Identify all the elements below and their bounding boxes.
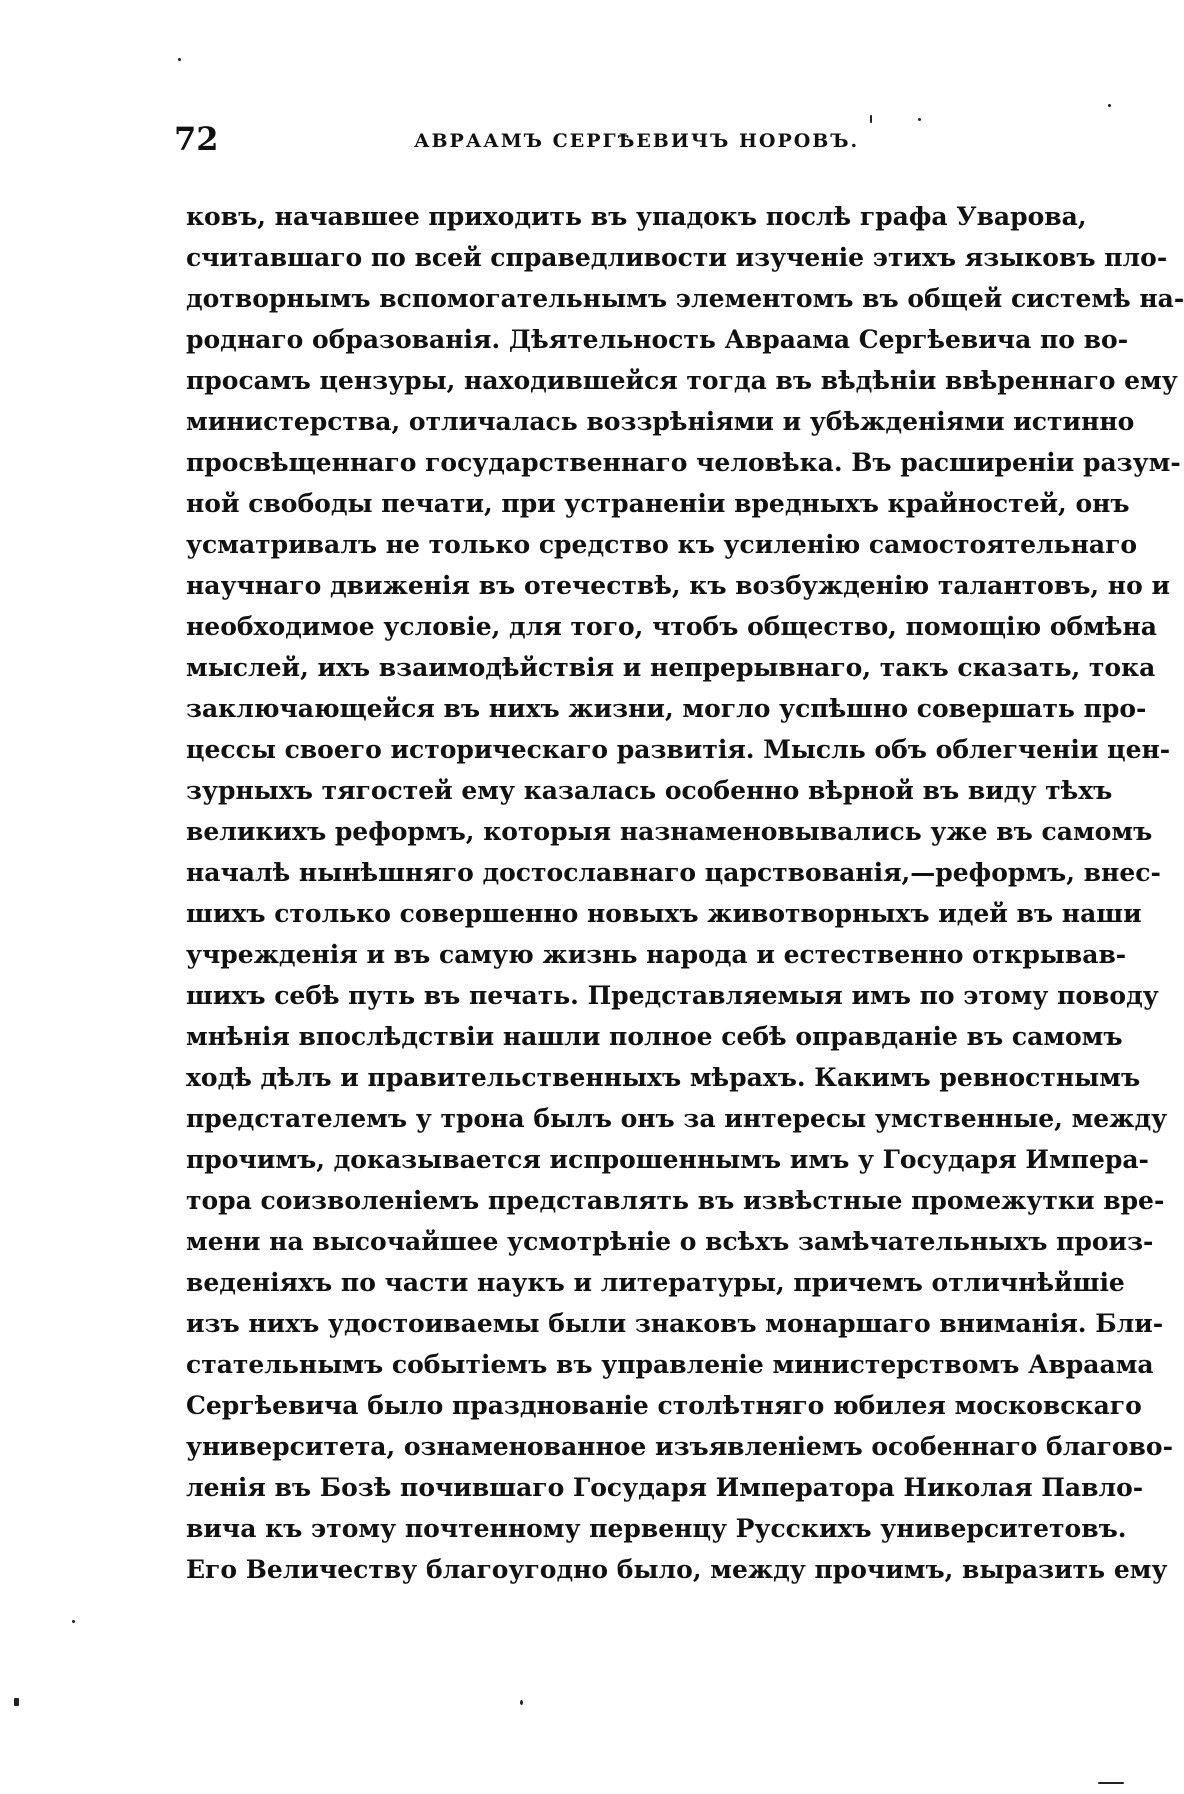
text-line: прочимъ, доказывается испрошеннымъ имъ у Государя Импера-	[186, 1145, 1149, 1174]
text-line: тора соизволеніемъ представлять въ извѣстные промежутки вре-	[186, 1186, 1165, 1215]
scan-speck	[1108, 104, 1111, 107]
text-line: веденіяхъ по части наукъ и литературы, причемъ отличнѣйшіе	[186, 1268, 1125, 1297]
text-line: необходимое условіе, для того, чтобъ общество, помощію обмѣна	[186, 612, 1157, 641]
page-header	[174, 120, 1038, 160]
scan-speck	[14, 1698, 19, 1706]
text-line: научнаго движенія въ отечествѣ, къ возбужденію талантовъ, но и	[186, 571, 1170, 600]
scan-speck	[1098, 1782, 1124, 1784]
text-line: университета, ознаменованное изъявленіемъ особеннаго благово-	[186, 1432, 1173, 1461]
scan-speck	[918, 118, 921, 121]
text-line: ленія въ Бозѣ почившаго Государя Императора Николая Павло-	[186, 1473, 1144, 1502]
running-title: АВРААМЪ СЕРГѢЕВИЧЪ НОРОВЪ.	[414, 130, 860, 152]
text-line: Сергѣевича было празднованіе столѣтняго юбилея московскаго	[186, 1391, 1142, 1420]
text-line: просамъ цензуры, находившейся тогда въ вѣдѣніи ввѣреннаго ему	[186, 366, 1178, 395]
text-line: шихъ столько совершенно новыхъ животворныхъ идей въ наши	[186, 899, 1142, 928]
page-number: 72	[174, 120, 219, 158]
text-line: мени на высочайшее усмотрѣніе о всѣхъ замѣчательныхъ произ-	[186, 1227, 1154, 1256]
scan-speck	[178, 58, 181, 61]
text-line: великихъ реформъ, которыя назнаменовывались уже въ самомъ	[186, 817, 1153, 846]
text-line: цессы своего историческаго развитія. Мысль объ облегченіи цен-	[186, 735, 1171, 764]
text-line: шихъ себѣ путь въ печать. Представляемыя имъ по этому поводу	[186, 981, 1159, 1010]
text-line: предстателемъ у трона былъ онъ за интересы умственные, между	[186, 1104, 1168, 1133]
text-line: учрежденія и въ самую жизнь народа и естественно открывав-	[186, 940, 1127, 969]
text-line: усматривалъ не только средство къ усиленію самостоятельнаго	[186, 530, 1138, 559]
text-line: роднаго образованія. Дѣятельность Авраама Сергѣевича по во-	[186, 325, 1129, 354]
text-line: вича къ этому почтенному первенцу Русскихъ университетовъ.	[186, 1514, 1127, 1543]
text-line: просвѣщеннаго государственнаго человѣка. Въ расширеніи разум-	[186, 448, 1181, 477]
text-line: зурныхъ тягостей ему казалась особенно вѣрной въ виду тѣхъ	[186, 776, 1113, 805]
text-line: Его Величеству благоугодно было, между прочимъ, выразить ему	[186, 1555, 1168, 1584]
text-line: мыслей, ихъ взаимодѣйствія и непрерывнаго, такъ сказать, тока	[186, 653, 1156, 682]
text-line: дотворнымъ вспомогательнымъ элементомъ въ общей системѣ на-	[186, 284, 1184, 313]
text-line: стательнымъ событіемъ въ управленіе министерствомъ Авраама	[186, 1350, 1154, 1379]
scan-speck	[870, 115, 872, 123]
text-line: изъ нихъ удостоиваемы были знаковъ монаршаго вниманія. Бли-	[186, 1309, 1164, 1338]
text-line: считавшаго по всей справедливости изученіе этихъ языковъ пло-	[186, 243, 1168, 272]
scan-speck	[520, 1700, 523, 1705]
text-line: мнѣнія впослѣдствіи нашли полное себѣ оправданіе въ самомъ	[186, 1022, 1123, 1051]
text-line: началѣ нынѣшняго достославнаго царствованія,—реформъ, внес-	[186, 858, 1161, 887]
scan-speck	[72, 1620, 75, 1623]
text-line: ковъ, начавшее приходить въ упадокъ послѣ графа Уварова,	[186, 202, 1087, 231]
text-line: ной свободы печати, при устраненіи вредныхъ крайностей, онъ	[186, 489, 1130, 518]
body-text	[186, 196, 1184, 1590]
text-line: министерства, отличалась воззрѣніями и убѣжденіями истинно	[186, 407, 1135, 436]
text-line: заключающейся въ нихъ жизни, могло успѣшно совершать про-	[186, 694, 1147, 723]
text-line: ходѣ дѣлъ и правительственныхъ мѣрахъ. Какимъ ревностнымъ	[186, 1063, 1141, 1092]
